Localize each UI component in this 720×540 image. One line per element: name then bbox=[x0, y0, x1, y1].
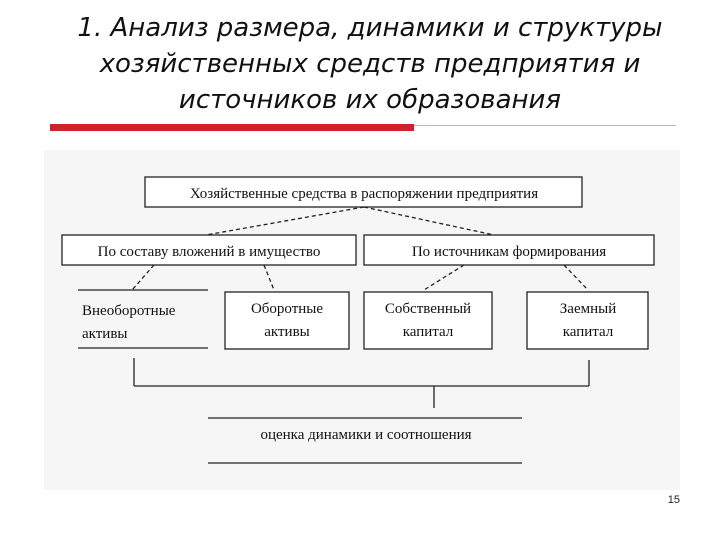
evaluation-label: оценка динамики и соотношения bbox=[260, 427, 472, 443]
connector-current bbox=[264, 265, 274, 290]
structure-diagram bbox=[44, 150, 680, 490]
current-label-line2: активы bbox=[264, 324, 310, 340]
noncurrent-label-line2: активы bbox=[82, 326, 128, 342]
borrowed-capital-label-line1: Заемный bbox=[559, 301, 617, 317]
slide-title bbox=[40, 10, 700, 118]
title-divider-line bbox=[414, 125, 676, 126]
own-capital-label-line1: Собственный bbox=[384, 301, 472, 317]
sources-label: По источникам формирования bbox=[411, 244, 607, 260]
composition-label: По составу вложений в имущество bbox=[97, 244, 321, 260]
diagram-svg bbox=[44, 150, 680, 490]
title-accent-bar bbox=[50, 124, 414, 131]
title-line-2: хозяйственных средств предприятия и bbox=[99, 49, 641, 79]
title-line-1: 1. Анализ размера, динамики и структуры bbox=[77, 13, 663, 43]
own-capital-label-line2: капитал bbox=[402, 324, 454, 340]
page-number: 15 bbox=[667, 494, 680, 506]
title-line-3: источников их образования bbox=[178, 85, 562, 115]
connector-borrowed bbox=[564, 265, 588, 290]
connector-root-left bbox=[206, 207, 364, 235]
noncurrent-label-line1: Внеоборотные bbox=[82, 303, 176, 319]
connector-own bbox=[424, 265, 464, 290]
root-label: Хозяйственные средства в распоряжении предприятия bbox=[189, 186, 539, 202]
borrowed-capital-label-line2: капитал bbox=[562, 324, 614, 340]
connector-noncurrent bbox=[132, 265, 154, 290]
connector-root-right bbox=[364, 207, 494, 235]
current-label-line1: Оборотные bbox=[250, 301, 324, 317]
